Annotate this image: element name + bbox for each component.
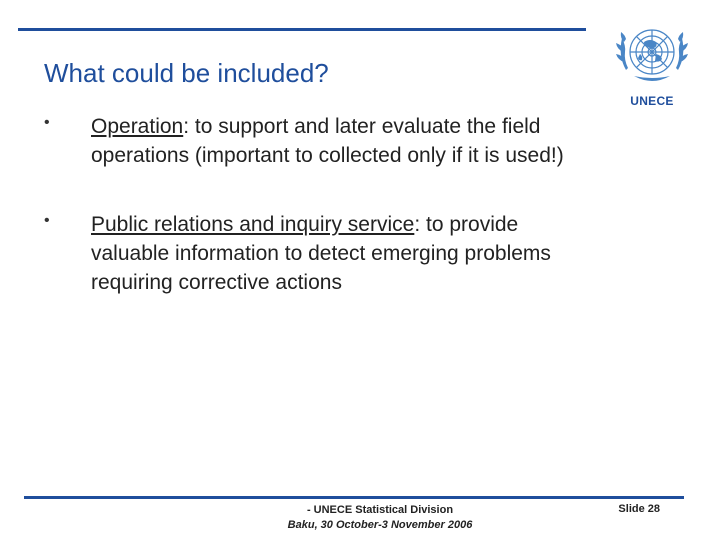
bullet-marker: • xyxy=(44,212,50,229)
bullet-marker: • xyxy=(44,114,50,131)
footer-date: Baku, 30 October-3 November 2006 xyxy=(287,519,473,531)
bullet-term: Operation xyxy=(91,115,184,138)
bullet-text xyxy=(91,210,651,297)
footer-org: - UNECE Statistical Division xyxy=(306,504,454,516)
bullet-line: requiring corrective actions xyxy=(91,271,342,294)
footer-rule xyxy=(24,496,684,499)
bullet-line: operations (important to collected only if it is used!) xyxy=(91,144,564,167)
bullet-term: Public relations and inquiry service xyxy=(91,213,415,236)
footer-info xyxy=(230,503,530,533)
un-emblem-icon xyxy=(604,12,700,94)
bullet-line: valuable information to detect emerging problems xyxy=(91,242,551,265)
bullet-line: : to support and later evaluate the field xyxy=(183,115,541,138)
slide-number: Slide 28 xyxy=(618,503,660,515)
header-rule xyxy=(18,28,586,31)
slide-title: What could be included? xyxy=(44,58,329,88)
un-emblem-logo xyxy=(604,12,700,112)
bullet-text xyxy=(91,112,651,170)
bullet-line: : to provide xyxy=(414,213,519,236)
logo-text: UNECE xyxy=(630,94,674,108)
